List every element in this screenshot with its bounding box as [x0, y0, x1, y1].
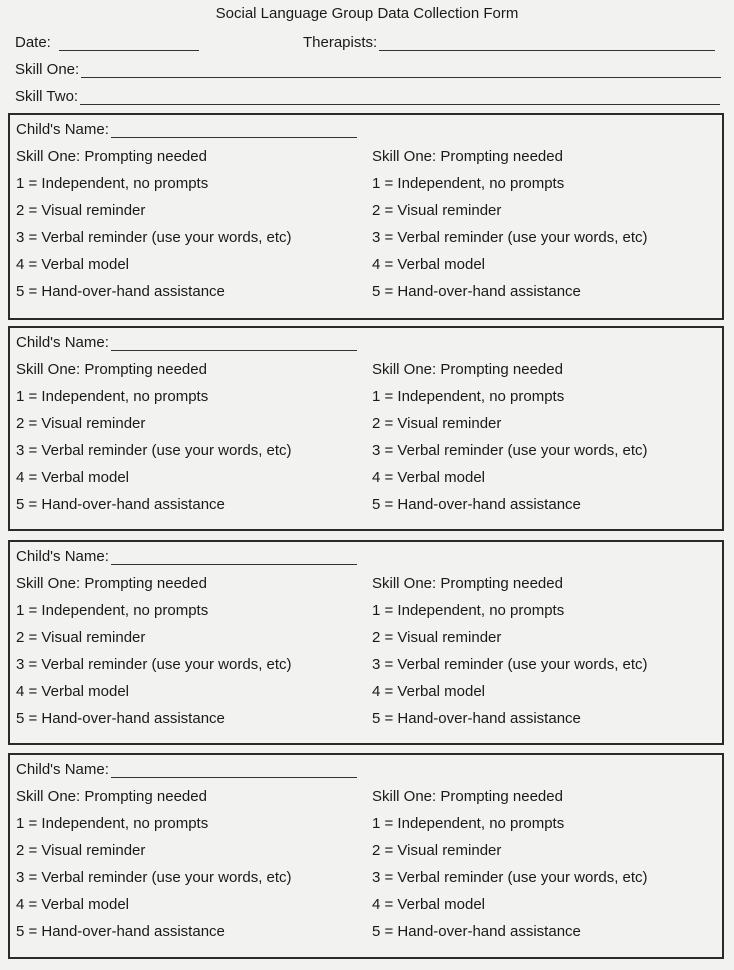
left-skill-heading: Skill One: Prompting needed — [16, 788, 207, 805]
left-skill-heading: Skill One: Prompting needed — [16, 148, 207, 165]
left-prompt-option: 3 = Verbal reminder (use your words, etc) — [16, 869, 292, 886]
right-prompt-option: 3 = Verbal reminder (use your words, etc) — [372, 229, 648, 246]
left-prompt-option: 1 = Independent, no prompts — [16, 602, 209, 619]
child-card — [8, 113, 724, 320]
child-card — [8, 540, 724, 745]
right-prompt-option: 1 = Independent, no prompts — [372, 388, 565, 405]
right-prompt-option: 3 = Verbal reminder (use your words, etc) — [372, 656, 648, 673]
therapists-blank[interactable] — [379, 36, 715, 51]
left-skill-heading: Skill One: Prompting needed — [16, 361, 207, 378]
right-prompt-option: 4 = Verbal model — [372, 683, 485, 700]
left-prompt-option: 1 = Independent, no prompts — [16, 388, 209, 405]
therapists-label: Therapists: — [303, 34, 378, 51]
left-prompt-option: 2 = Visual reminder — [16, 202, 146, 219]
left-prompt-option: 4 = Verbal model — [16, 896, 129, 913]
child-name-label: Child's Name: — [16, 334, 109, 351]
child-name-field — [16, 548, 357, 565]
right-prompt-option: 4 = Verbal model — [372, 256, 485, 273]
child-name-label: Child's Name: — [16, 761, 109, 778]
right-prompt-option: 2 = Visual reminder — [372, 842, 502, 859]
left-prompt-option: 2 = Visual reminder — [16, 415, 146, 432]
left-prompt-option: 4 = Verbal model — [16, 683, 129, 700]
right-skill-heading: Skill One: Prompting needed — [372, 788, 563, 805]
right-prompt-option: 4 = Verbal model — [372, 469, 485, 486]
right-prompt-option: 4 = Verbal model — [372, 896, 485, 913]
right-prompt-option: 2 = Visual reminder — [372, 202, 502, 219]
left-prompt-option: 3 = Verbal reminder (use your words, etc) — [16, 229, 292, 246]
right-prompt-option: 5 = Hand-over-hand assistance — [372, 496, 581, 513]
child-name-blank[interactable] — [111, 336, 357, 351]
left-prompt-option: 5 = Hand-over-hand assistance — [16, 496, 225, 513]
left-prompt-option: 3 = Verbal reminder (use your words, etc) — [16, 442, 292, 459]
right-prompt-option: 5 = Hand-over-hand assistance — [372, 283, 581, 300]
left-prompt-option: 3 = Verbal reminder (use your words, etc) — [16, 656, 292, 673]
left-skill-heading: Skill One: Prompting needed — [16, 575, 207, 592]
skill-one-field — [15, 61, 721, 78]
right-prompt-option: 3 = Verbal reminder (use your words, etc) — [372, 442, 648, 459]
date-blank[interactable] — [59, 36, 199, 51]
left-prompt-option: 4 = Verbal model — [16, 256, 129, 273]
right-skill-heading: Skill One: Prompting needed — [372, 575, 563, 592]
therapists-field — [303, 34, 715, 51]
right-skill-heading: Skill One: Prompting needed — [372, 361, 563, 378]
child-name-blank[interactable] — [111, 550, 357, 565]
right-prompt-option: 2 = Visual reminder — [372, 629, 502, 646]
left-prompt-option: 5 = Hand-over-hand assistance — [16, 923, 225, 940]
child-name-label: Child's Name: — [16, 548, 109, 565]
date-field — [15, 34, 199, 51]
right-prompt-option: 3 = Verbal reminder (use your words, etc) — [372, 869, 648, 886]
left-prompt-option: 1 = Independent, no prompts — [16, 175, 209, 192]
right-prompt-option: 5 = Hand-over-hand assistance — [372, 923, 581, 940]
left-prompt-option: 5 = Hand-over-hand assistance — [16, 283, 225, 300]
left-prompt-option: 5 = Hand-over-hand assistance — [16, 710, 225, 727]
skill-two-field — [15, 88, 720, 105]
form-title: Social Language Group Data Collection Form — [215, 5, 519, 22]
skill-two-blank[interactable] — [80, 90, 720, 105]
left-prompt-option: 2 = Visual reminder — [16, 842, 146, 859]
child-card — [8, 753, 724, 959]
child-name-blank[interactable] — [111, 123, 357, 138]
child-card — [8, 326, 724, 531]
right-skill-heading: Skill One: Prompting needed — [372, 148, 563, 165]
child-name-field — [16, 121, 357, 138]
right-prompt-option: 1 = Independent, no prompts — [372, 175, 565, 192]
right-prompt-option: 5 = Hand-over-hand assistance — [372, 710, 581, 727]
right-prompt-option: 1 = Independent, no prompts — [372, 602, 565, 619]
skill-one-label: Skill One: — [15, 61, 80, 78]
child-name-field — [16, 334, 357, 351]
child-name-field — [16, 761, 357, 778]
child-name-label: Child's Name: — [16, 121, 109, 138]
child-name-blank[interactable] — [111, 763, 357, 778]
right-prompt-option: 1 = Independent, no prompts — [372, 815, 565, 832]
left-prompt-option: 2 = Visual reminder — [16, 629, 146, 646]
left-prompt-option: 4 = Verbal model — [16, 469, 129, 486]
left-prompt-option: 1 = Independent, no prompts — [16, 815, 209, 832]
right-prompt-option: 2 = Visual reminder — [372, 415, 502, 432]
skill-one-blank[interactable] — [81, 63, 721, 78]
date-label: Date: — [15, 34, 51, 51]
skill-two-label: Skill Two: — [15, 88, 79, 105]
